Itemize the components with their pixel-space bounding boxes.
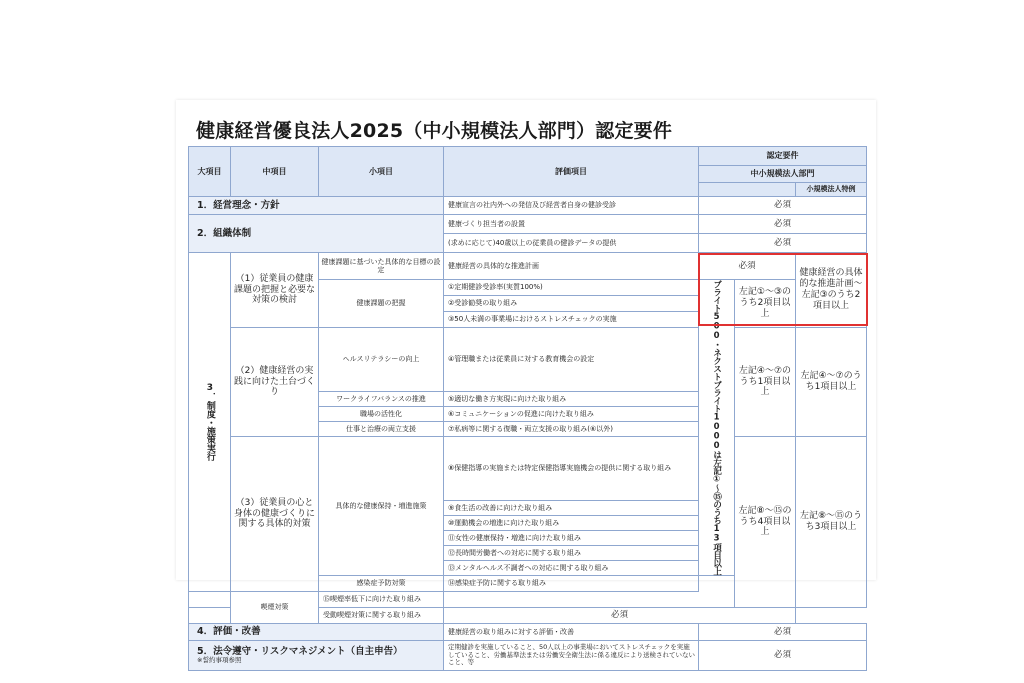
middle-item-3-cont bbox=[189, 592, 231, 608]
requirement-cell: 必須 bbox=[699, 641, 867, 671]
eval-item: ⑬メンタルヘルス不調者への対応に関する取り組み bbox=[444, 561, 699, 576]
table-row bbox=[189, 641, 867, 671]
header-row bbox=[189, 147, 867, 166]
eval-item: ⑦私病等に関する復職・両立支援の取り組み(⑥以外) bbox=[444, 422, 699, 437]
requirement-cell: 必須 bbox=[699, 234, 867, 253]
minor-item: 健康課題に基づいた具体的な目標の設定 bbox=[319, 253, 444, 280]
minor-item: 仕事と治療の両立支援 bbox=[319, 422, 444, 437]
special-requirement-3: 左記⑧〜⑮のうち3項目以上 bbox=[796, 437, 867, 608]
minor-item: ワークライフバランスの推進 bbox=[319, 392, 444, 407]
section-5-label bbox=[189, 641, 444, 671]
minor-item: 感染症予防対策 bbox=[319, 576, 444, 592]
eval-item: 健康づくり担当者の設置 bbox=[444, 215, 699, 234]
special-requirement-2: 左記④〜⑦のうち1項目以上 bbox=[796, 328, 867, 437]
eval-item: ⑧保健指導の実施または特定保健指導実施機会の提供に関する取り組み bbox=[444, 437, 699, 501]
eval-item: ⑩運動機会の増進に向けた取り組み bbox=[444, 516, 699, 531]
bright-condition-cell bbox=[699, 280, 735, 576]
section-3-text: 3．制度・施策実行 bbox=[204, 383, 215, 461]
minor-item: ヘルスリテラシーの向上 bbox=[319, 328, 444, 392]
table-row bbox=[189, 437, 867, 501]
header-department: 中小規模法人部門 bbox=[699, 166, 867, 183]
middle-item-2: （2）健康経営の実践に向けた土台づくり bbox=[231, 328, 319, 437]
requirement-cell: 必須 bbox=[699, 215, 867, 234]
table-row bbox=[189, 328, 867, 392]
bright-condition-text: ブライト500・ネクストブライト1000は左記①〜⑮のうち13項目以上 bbox=[711, 280, 722, 575]
table-row bbox=[189, 197, 867, 215]
header-major: 大項目 bbox=[189, 147, 231, 197]
eval-item: ⑥コミュニケーションの促進に向けた取り組み bbox=[444, 407, 699, 422]
eval-item: ⑤適切な働き方実現に向けた取り組み bbox=[444, 392, 699, 407]
minor-item: 具体的な健康保持・増進施策 bbox=[319, 437, 444, 576]
eval-item: 受動喫煙対策に関する取り組み bbox=[319, 608, 444, 624]
minor-item: 喫煙対策 bbox=[231, 592, 319, 624]
requirement-cell: 必須 bbox=[699, 253, 796, 280]
section-3-label bbox=[189, 253, 231, 592]
eval-item: 定期健診を実施していること、50人以上の事業場においてストレスチェックを実施していること、労働基準法または労働安全衛生法に係る違反により送検されていないこと、等 bbox=[444, 641, 699, 671]
header-special: 小規模法人特例 bbox=[796, 183, 867, 197]
requirement-cell: 必須 bbox=[444, 608, 796, 624]
requirement-cell: 必須 bbox=[699, 624, 867, 641]
table-row bbox=[189, 624, 867, 641]
eval-item: ③50人未満の事業場におけるストレスチェックの実施 bbox=[444, 312, 699, 328]
eval-item: 健康経営の取り組みに対する評価・改善 bbox=[444, 624, 699, 641]
section-5-title: 5．法令遵守・リスクマネジメント（自主申告） bbox=[197, 645, 403, 657]
document-sheet bbox=[176, 100, 876, 667]
eval-item: ⑪女性の健康保持・増進に向けた取り組み bbox=[444, 531, 699, 546]
section-4-label: 4．評価・改善 bbox=[189, 624, 444, 641]
eval-item: ④管理職または従業員に対する教育機会の設定 bbox=[444, 328, 699, 392]
requirements-table bbox=[188, 146, 867, 671]
header-blank bbox=[699, 183, 796, 197]
eval-item: (求めに応じて)40歳以上の従業員の健診データの提供 bbox=[444, 234, 699, 253]
eval-item: 健康宣言の社内外への発信及び経営者自身の健診受診 bbox=[444, 197, 699, 215]
page-title: 健康経営優良法人2025（中小規模法人部門）認定要件 bbox=[196, 120, 673, 142]
eval-item: 健康経営の具体的な推進計画 bbox=[444, 253, 699, 280]
section-5-note: ※誓約事項参照 bbox=[197, 656, 242, 665]
requirement-range-3: 左記⑧〜⑮のうち4項目以上 bbox=[735, 437, 796, 608]
special-requirement-1: 健康経営の具体的な推進計画〜左記③のうち2項目以上 bbox=[796, 253, 867, 328]
section-1-label: 1．経営理念・方針 bbox=[189, 197, 444, 215]
section-2-label: 2．組織体制 bbox=[189, 215, 444, 253]
table-row bbox=[189, 253, 867, 280]
eval-item: ⑫長時間労働者への対応に関する取り組み bbox=[444, 546, 699, 561]
table-row bbox=[189, 215, 867, 234]
requirement-cell: 必須 bbox=[699, 197, 867, 215]
middle-item-3-cont bbox=[189, 608, 231, 624]
eval-item: ⑭感染症予防に関する取り組み bbox=[444, 576, 699, 592]
header-middle: 中項目 bbox=[231, 147, 319, 197]
minor-item: 職場の活性化 bbox=[319, 407, 444, 422]
eval-item: ②受診勧奨の取り組み bbox=[444, 296, 699, 312]
requirement-range-2: 左記④〜⑦のうち1項目以上 bbox=[735, 328, 796, 437]
minor-item: 健康課題の把握 bbox=[319, 280, 444, 328]
middle-item-3: （3）従業員の心と身体の健康づくりに関する具体的対策 bbox=[231, 437, 319, 592]
middle-item-1: （1）従業員の健康課題の把握と必要な対策の検討 bbox=[231, 253, 319, 328]
header-minor: 小項目 bbox=[319, 147, 444, 197]
header-eval: 評価項目 bbox=[444, 147, 699, 197]
requirement-range-1: 左記①〜③のうち2項目以上 bbox=[735, 280, 796, 328]
header-requirements: 認定要件 bbox=[699, 147, 867, 166]
eval-item: ⑨食生活の改善に向けた取り組み bbox=[444, 501, 699, 516]
eval-item: ⑮喫煙率低下に向けた取り組み bbox=[319, 592, 444, 608]
eval-item: ①定期健診受診率(実質100%) bbox=[444, 280, 699, 296]
